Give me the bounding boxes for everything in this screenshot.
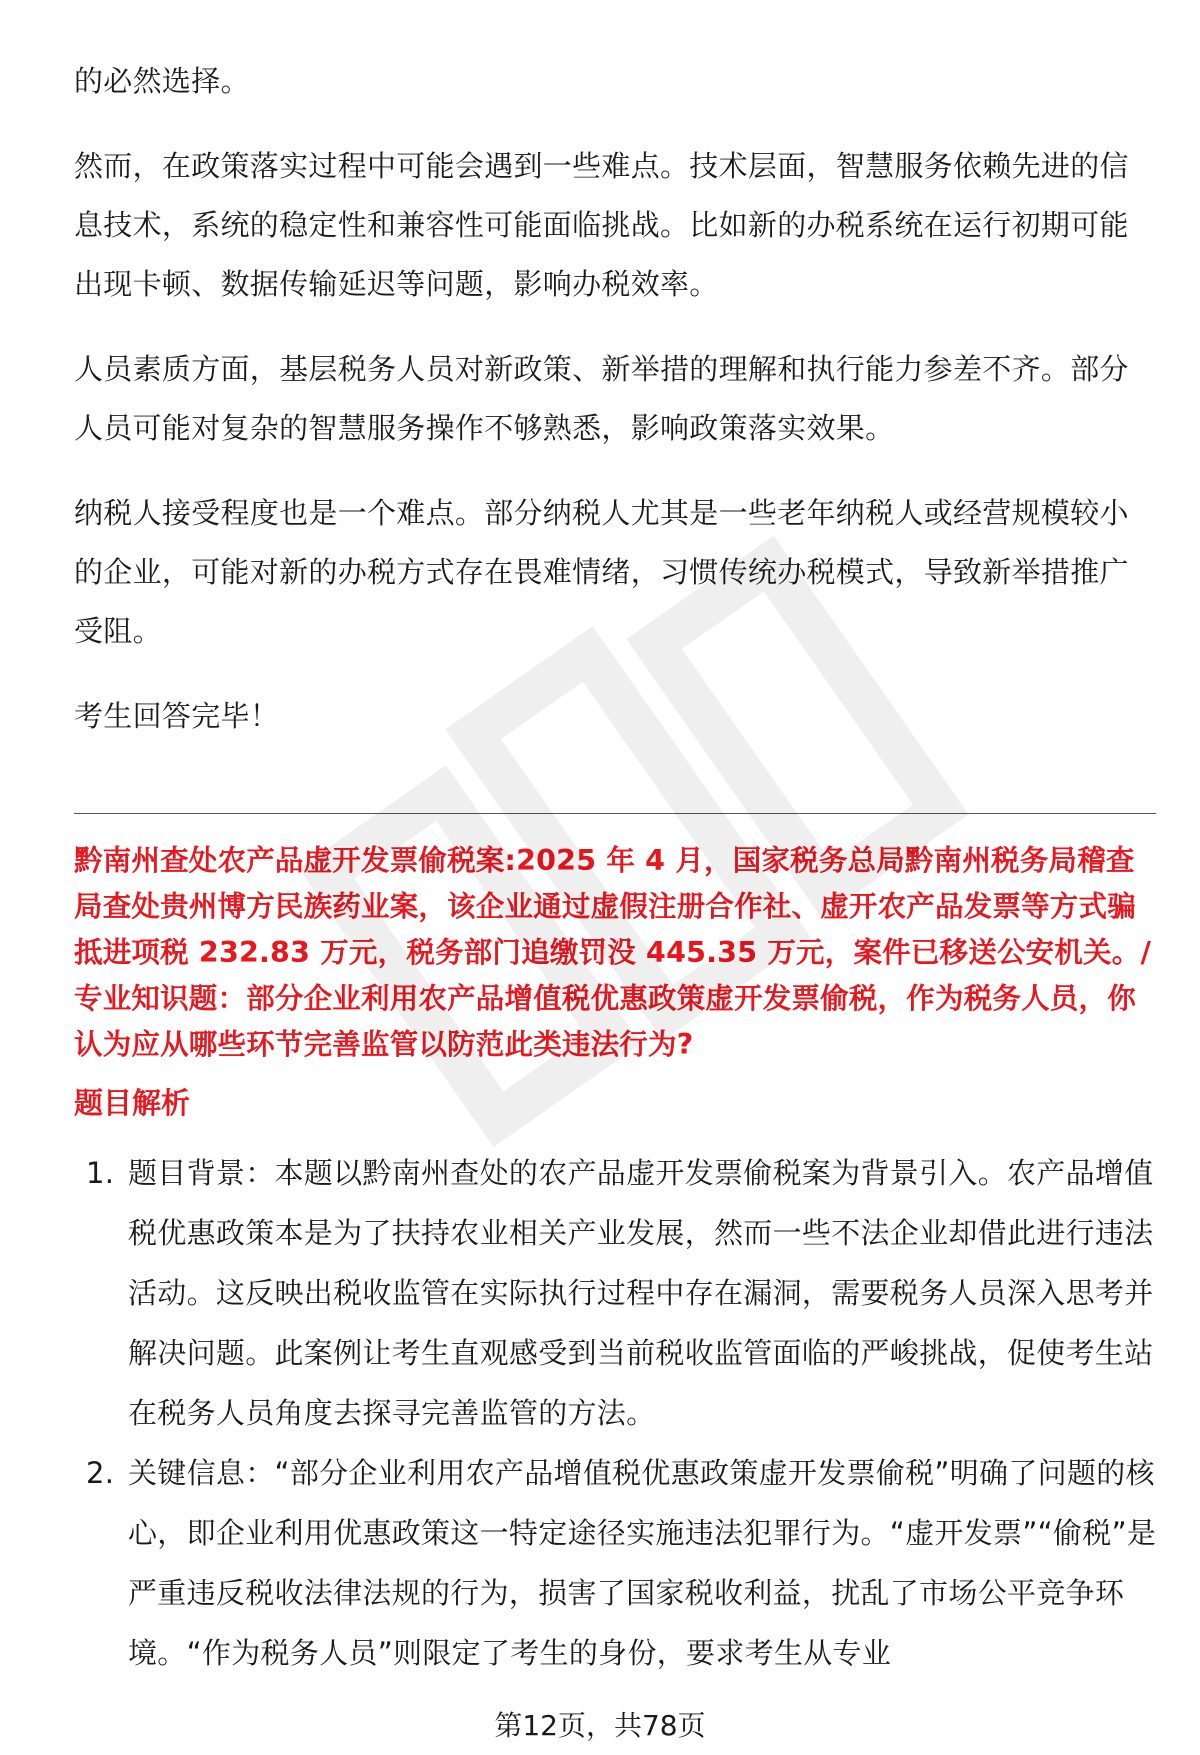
list-number: 1.: [86, 1156, 115, 1190]
list-item: [74, 1443, 1159, 1683]
paragraph: 的必然选择。: [74, 64, 250, 98]
list-item: [74, 1143, 1159, 1443]
section-divider: [74, 813, 1156, 814]
question-text: 黔南州查处农产品虚开发票偷税案:2025 年 4 月，国家税务总局黔南州税务局稽查局查处贵州博方民族药业案，该企业通过虚假注册合作社、虚开农产品发票等方式骗抵进项税 232.83 万元，税务部门追缴罚没 445.35 万元，案件已移送公安机关。/专业知识题：部分企业利用农产品增值税优惠政策虚开发票偷税，作为税务人员，你认为应从哪些环节完善监管以防范此类违法行为?: [74, 844, 1152, 1061]
analysis-heading: 题目解析: [74, 1086, 191, 1120]
paragraph: 人员素质方面，基层税务人员对新政策、新举措的理解和执行能力参差不齐。部分人员可能对复杂的智慧服务操作不够熟悉，影响政策落实效果。: [74, 352, 1129, 445]
body-text: [74, 52, 1156, 772]
list-item-text: 题目背景：本题以黔南州查处的农产品虚开发票偷税案为背景引入。农产品增值税优惠政策本是为了扶持农业相关产业发展，然而一些不法企业却借此进行违法活动。这反映出税收监管在实际执行过程中存在漏洞，需要税务人员深入思考并解决问题。此案例让考生直观感受到当前税收监管面临的严峻挑战，促使考生站在税务人员角度去探寻完善监管的方法。: [128, 1156, 1154, 1430]
list-item-text: 关键信息：“部分企业利用农产品增值税优惠政策虚开发票偷税”明确了问题的核心，即企业利用优惠政策这一特定途径实施违法犯罪行为。“虚开发票”“偷税”是严重违反税收法律法规的行为，损害了国家税收利益，扰乱了市场公平竞争环境。“作为税务人员”则限定了考生的身份，要求考生从专业: [128, 1456, 1157, 1670]
analysis-list: [74, 1143, 1159, 1683]
paragraph: 纳税人接受程度也是一个难点。部分纳税人尤其是一些老年纳税人或经营规模较小的企业，可能对新的办税方式存在畏难情绪，习惯传统办税模式，导致新举措推广受阻。: [74, 496, 1129, 648]
page-footer: 第12页，共78页: [494, 1709, 706, 1742]
paragraph: 考生回答完毕！: [74, 699, 280, 733]
paragraph: 然而，在政策落实过程中可能会遇到一些难点。技术层面，智慧服务依赖先进的信息技术，系统的稳定性和兼容性可能面临挑战。比如新的办税系统在运行初期可能出现卡顿、数据传输延迟等问题，影响办税效率。: [74, 149, 1129, 301]
list-number: 2.: [86, 1456, 115, 1490]
